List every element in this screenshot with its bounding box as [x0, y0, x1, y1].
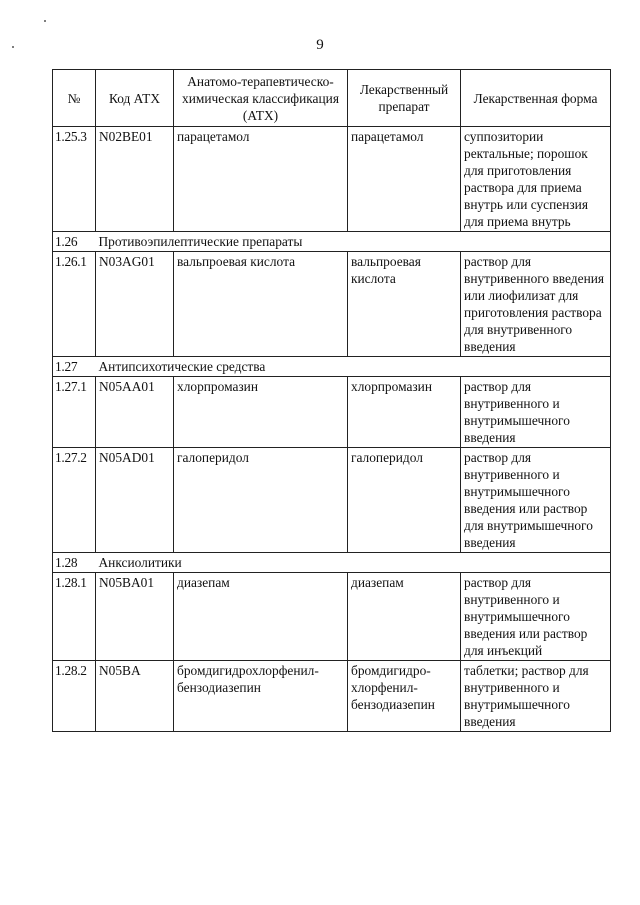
header-dosage-form: Лекарственная форма	[461, 70, 611, 127]
header-atx-classification: Анатомо-терапевтическо-химическая классификация (АТХ)	[174, 70, 348, 127]
header-drug: Лекарственный препарат	[348, 70, 461, 127]
row-classification: хлорпромазин	[174, 377, 348, 448]
group-name: Антипсихотические средства	[96, 357, 611, 377]
row-drug: хлорпромазин	[348, 377, 461, 448]
page-number: 9	[316, 37, 324, 53]
row-number: 1.26.1	[53, 252, 96, 357]
table-row	[53, 448, 611, 553]
row-number: 1.28.2	[53, 661, 96, 732]
group-name: Противоэпилептические препараты	[96, 232, 611, 252]
header-number: №	[53, 70, 96, 127]
row-classification: бромдигидрохлорфенил-бензодиазепин	[174, 661, 348, 732]
header-atx-code: Код АТХ	[96, 70, 174, 127]
row-drug: галоперидол	[348, 448, 461, 553]
row-dosage-form: суппозитории ректальные; порошок для приготовления раствора для приема внутрь или суспензия для приема внутрь	[461, 127, 611, 232]
row-number: 1.27.2	[53, 448, 96, 553]
group-row	[53, 357, 611, 377]
row-atx-code: N02BE01	[96, 127, 174, 232]
table-row	[53, 127, 611, 232]
table-header-row	[53, 70, 611, 127]
row-drug: парацетамол	[348, 127, 461, 232]
group-number: 1.28	[53, 553, 96, 573]
row-dosage-form: раствор для внутривенного и внутримышечного введения или раствор для инъекций	[461, 573, 611, 661]
group-row	[53, 553, 611, 573]
row-classification: галоперидол	[174, 448, 348, 553]
row-atx-code: N05BA01	[96, 573, 174, 661]
row-drug: вальпроевая кислота	[348, 252, 461, 357]
row-drug: диазепам	[348, 573, 461, 661]
row-classification: диазепам	[174, 573, 348, 661]
group-number: 1.27	[53, 357, 96, 377]
row-classification: вальпроевая кислота	[174, 252, 348, 357]
row-number: 1.28.1	[53, 573, 96, 661]
table-row	[53, 252, 611, 357]
row-dosage-form: раствор для внутривенного и внутримышечного введения или раствор для внутримышечного введения	[461, 448, 611, 553]
row-drug: бромдигидро-хлорфенил-бензодиазепин	[348, 661, 461, 732]
row-atx-code: N03AG01	[96, 252, 174, 357]
row-number: 1.27.1	[53, 377, 96, 448]
group-number: 1.26	[53, 232, 96, 252]
table-row	[53, 573, 611, 661]
group-row	[53, 232, 611, 252]
row-atx-code: N05AD01	[96, 448, 174, 553]
row-dosage-form: таблетки; раствор для внутривенного и внутримышечного введения	[461, 661, 611, 732]
row-classification: парацетамол	[174, 127, 348, 232]
row-dosage-form: раствор для внутривенного и внутримышечного введения	[461, 377, 611, 448]
table-row	[53, 661, 611, 732]
scan-speck	[44, 20, 46, 22]
row-atx-code: N05BA	[96, 661, 174, 732]
row-dosage-form: раствор для внутривенного введения или лиофилизат для приготовления раствора для внутривенного введения	[461, 252, 611, 357]
row-atx-code: N05AA01	[96, 377, 174, 448]
atx-table	[52, 69, 611, 732]
group-name: Анксиолитики	[96, 553, 611, 573]
table-row	[53, 377, 611, 448]
row-number: 1.25.3	[53, 127, 96, 232]
